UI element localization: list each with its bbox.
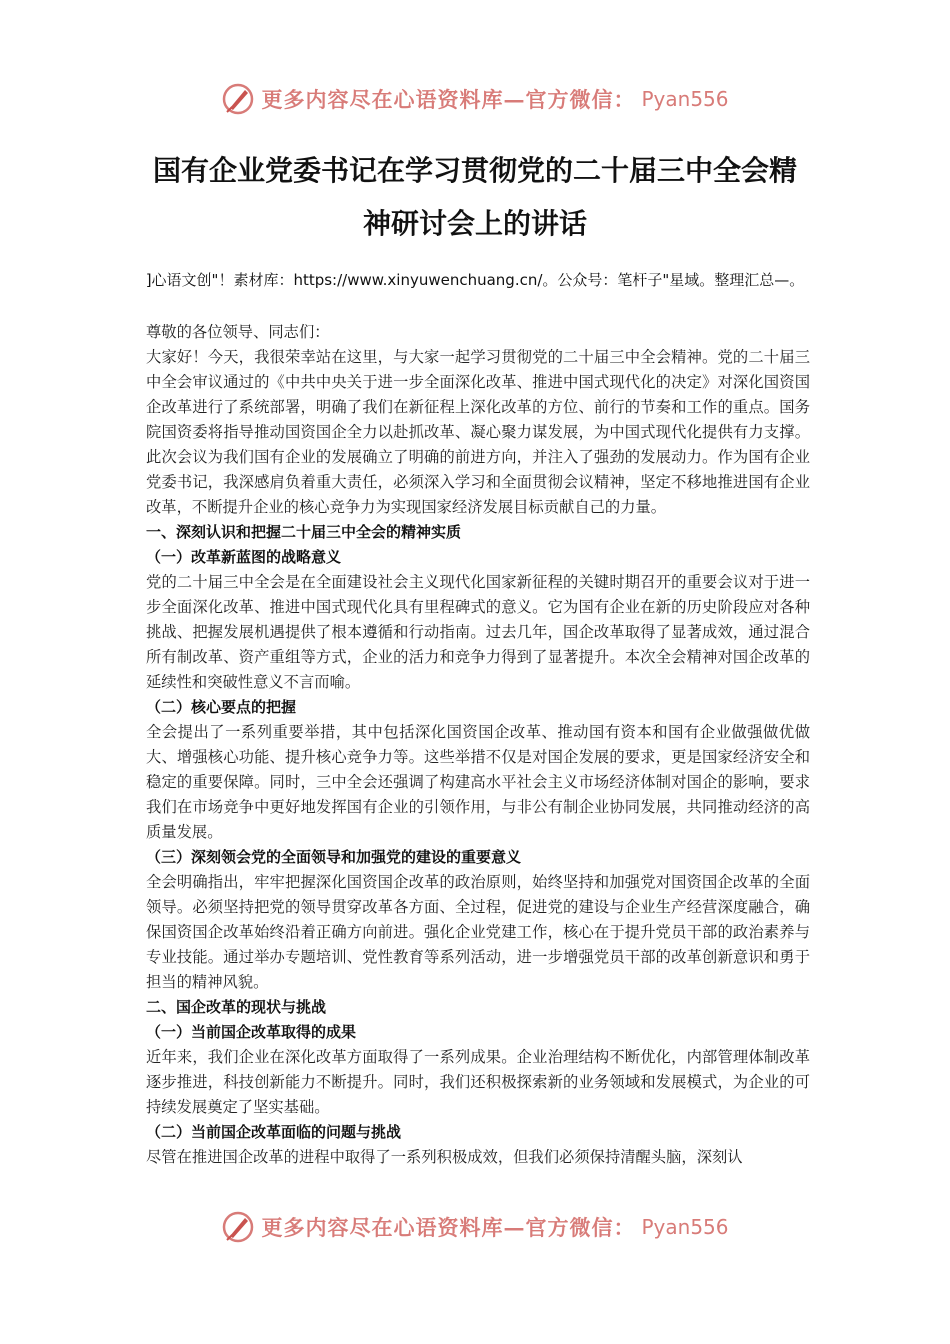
section-heading: （一）当前国企改革取得的成果 bbox=[146, 1023, 357, 1041]
section-heading: （三）深刻领会党的全面领导和加强党的建设的重要意义 bbox=[146, 848, 522, 866]
body-paragraph: 党的二十届三中全会是在全面建设社会主义现代化国家新征程的关键时期召开的重要会议对于进一步全面深化改革、推进中国式现代化具有里程碑式的意义。它为国有企业在新的历史阶段应对各种挑战、把握发展机遇提供了根本遵循和行动指南。过去几年，国企改革取得了显著成效，通过混合所有制改革、资产重组等方式，企业的活力和竞争力得到了显著提升。本次全会精神对国企改革的延续性和突破性意义不言而喻。 bbox=[146, 573, 810, 691]
section-heading: （一）改革新蓝图的战略意义 bbox=[146, 548, 342, 566]
body-paragraph: 尊敬的各位领导、同志们： bbox=[146, 323, 330, 341]
banner-wechat-id: Pyan556 bbox=[641, 1215, 729, 1239]
body-paragraph: 全会明确指出，牢牢把握深化国资国企改革的政治原则，始终坚持和加强党对国资国企改革的全面领导。必须坚持把党的领导贯穿改革各方面、全过程，促进党的建设与企业生产经营深度融合，确保国资国企改革始终沿着正确方向前进。强化企业党建工作，核心在于提升党员干部的政治素养与专业技能。通过举办专题培训、党性教育等系列活动，进一步增强党员干部的改革创新意识和勇于担当的精神风貌。 bbox=[146, 873, 810, 991]
page-title: 国有企业党委书记在学习贯彻党的二十届三中全会精神研讨会上的讲话 bbox=[152, 154, 797, 240]
quill-logo-icon bbox=[221, 1210, 255, 1244]
banner-text: 更多内容尽在心语资料库—官方微信： bbox=[261, 87, 636, 112]
body-paragraph: 全会提出了一系列重要举措，其中包括深化国资国企改革、推动国有资本和国有企业做强做优做大、增强核心功能、提升核心竞争力等。这些举措不仅是对国企发展的要求，更是国家经济安全和稳定的重要保障。同时，三中全会还强调了构建高水平社会主义市场经济体制对国企的影响，要求我们在市场竞争中更好地发挥国有企业的引领作用，与非公有制企业协同发展，共同推动经济的高质量发展。 bbox=[146, 723, 810, 841]
section-heading: 二、国企改革的现状与挑战 bbox=[146, 998, 327, 1016]
body-paragraph: 尽管在推进国企改革的进程中取得了一系列积极成效，但我们必须保持清醒头脑，深刻认 bbox=[146, 1148, 743, 1166]
header-banner bbox=[0, 82, 950, 116]
source-note: ]心语文创"！素材库：https://www.xinyuwenchuang.cn/。公众号：笔杆子"星域。整理汇总—。 bbox=[145, 271, 805, 289]
section-heading: （二）核心要点的把握 bbox=[146, 698, 297, 716]
footer-banner bbox=[0, 1210, 950, 1244]
body-paragraph: 近年来，我们企业在深化改革方面取得了一系列成果。企业治理结构不断优化，内部管理体制改革逐步推进，科技创新能力不断提升。同时，我们还积极探索新的业务领域和发展模式，为企业的可持续发展奠定了坚实基础。 bbox=[146, 1048, 810, 1116]
banner-wechat-id: Pyan556 bbox=[641, 87, 729, 111]
banner-text: 更多内容尽在心语资料库—官方微信： bbox=[261, 1215, 636, 1240]
speech-body bbox=[146, 320, 810, 1170]
section-heading: 一、深刻认识和把握二十届三中全会的精神实质 bbox=[146, 523, 462, 541]
body-paragraph: 大家好！今天，我很荣幸站在这里，与大家一起学习贯彻党的二十届三中全会精神。党的二十届三中全会审议通过的《中共中央关于进一步全面深化改革、推进中国式现代化的决定》对深化国资国企改革进行了系统部署，明确了我们在新征程上深化改革的方位、前行的节奏和工作的重点。国务院国资委将指导推动国资国企全力以赴抓改革、凝心聚力谋发展，为中国式现代化提供有力支撑。此次会议为我们国有企业的发展确立了明确的前进方向，并注入了强劲的发展动力。作为国有企业党委书记，我深感肩负着重大责任，必须深入学习和全面贯彻会议精神，坚定不移地推进国有企业改革，不断提升企业的核心竞争力为实现国家经济发展目标贡献自己的力量。 bbox=[146, 348, 810, 516]
section-heading: （二）当前国企改革面临的问题与挑战 bbox=[146, 1123, 402, 1141]
quill-logo-icon bbox=[221, 82, 255, 116]
